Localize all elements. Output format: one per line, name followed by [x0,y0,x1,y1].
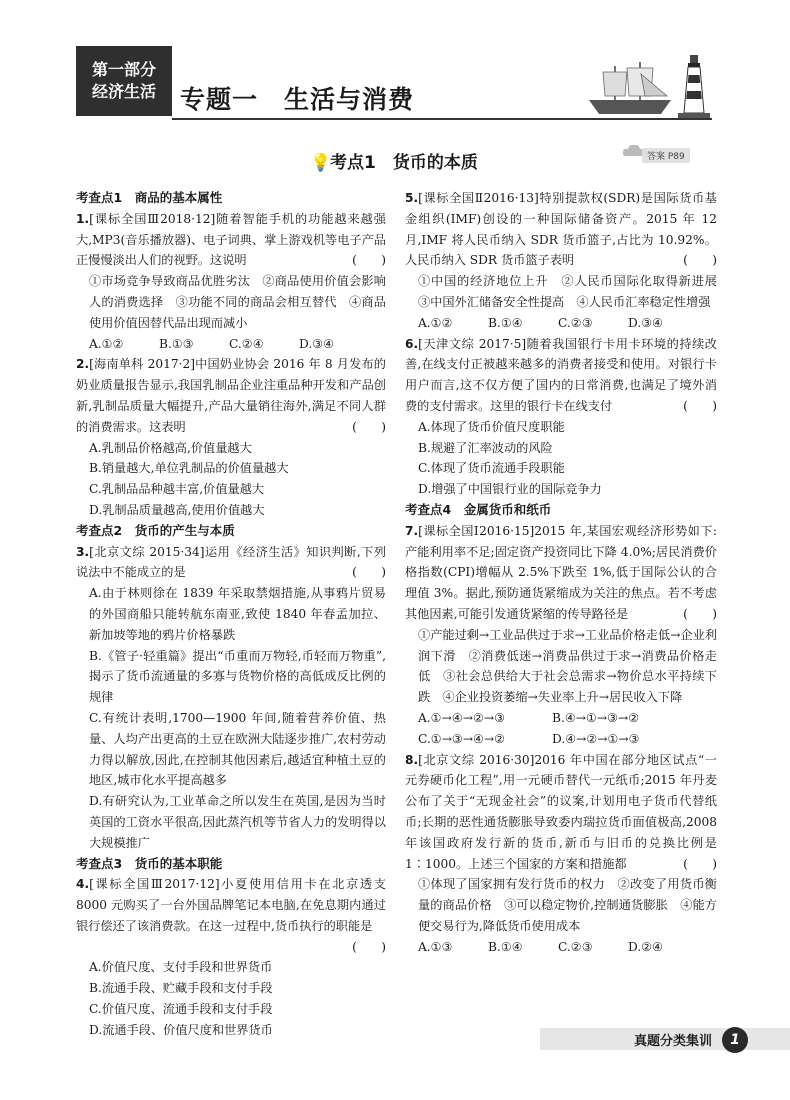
question-7-options [405,708,717,750]
topic-title: 专题一 生活与消费 [180,85,415,114]
option: B.④→①→③→② [552,710,640,725]
option: C.体现了货币流通手段职能 [418,461,565,476]
subsection-heading: 考查点1 商品的基本属性 [76,190,223,205]
question-text: [课标全国Ⅰ2016·15]2015 年,某国宏观经济形势如下:产能利用率不足;固定资产投资同比下降 4.0%;居民消费价格指数(CPI)增幅从 2.5%下跌至 1%,低于国际公认的合理值 3%。据此,预防通货紧缩成为关注的焦点。若不考虑其他因素,可能引发通货紧缩的传导路径是 [405,523,717,621]
subsection-heading: 考查点3 货币的基本职能 [76,855,223,871]
answer-reference: 答案 P89 [642,148,690,163]
question-text: [天津文综 2017·5]随着我国银行卡用卡环境的持续改善,在线支付正被越来越多的消费者接受和使用。对银行卡用户而言,这不仅方便了国内的日常消费,也满足了境外消费的支付需求。这里的银行卡在线支付 [405,336,717,413]
answer-paren: ( ) [683,606,717,621]
option: D.③④ [628,315,664,330]
subsection-heading: 考查点2 货币的产生与本质 [76,522,235,538]
option: D.增强了中国银行业的国际竞争力 [418,482,602,497]
option: D.乳制品质量越高,使用价值越大 [89,502,265,517]
option: B.《管子·轻重篇》提出“币重而万物轻,币轻而万物重”,揭示了货币流通量的多寡与货物价格的高低成反比例的规律 [89,648,386,705]
lightbulb-icon: 💡 [310,153,332,173]
option: A.①→④→②→③ [418,710,506,725]
question-5: 5.[课标全国Ⅱ2016·13]特别提款权(SDR)是国际货币基金组织(IMF)创设的一种国际储备资产。2015 年 12 月,IMF 将人民币纳入 SDR 货币篮子,占比为 10.92%。人民币纳入 SDR 货币篮子表明 ( ) [405,188,717,271]
part-label-line2: 经济生活 [91,82,156,101]
option: B.销量越大,单位乳制品的价值量越大 [89,461,289,476]
ship-icon [585,60,675,118]
option: A.①② [89,336,124,351]
section-heading [310,148,478,173]
option: A.①② [418,315,453,330]
option: C.价值尺度、流通手段和支付手段 [89,1002,273,1017]
question-8: 8.[北京文综 2016·30]2016 年中国在部分地区试点“一元券硬币化工程”,用一元硬币替代一元纸币;2015 年丹麦公布了关于“无现金社会”的议案,计划用电子货币代替纸币;长期的恶性通货膨胀导致委内瑞拉货币面值极高,2008 年该国政府发行新的货币,新币与旧币的兑换比例是 1∶1000。上述三个国家的方案和措施都 ( ) [405,750,717,875]
lighthouse-icon [676,53,712,119]
right-column [405,188,730,957]
answer-paren: ( ) [352,939,386,954]
option: A.体现了货币价值尺度职能 [418,419,565,434]
part-label [76,46,172,116]
answer-paren: ( ) [352,565,386,580]
question-8-items: ①体现了国家拥有发行货币的权力 ②改变了用货币衡量的商品价格 ③可以稳定物价,控制通货膨胀 ④能方便交易行为,降低货币使用成本 [418,877,717,933]
question-5-items: ①中国的经济地位上升 ②人民币国际化取得新进展 ③中国外汇储备安全性提高 ④人民币汇率稳定性增强 [418,274,730,309]
option: D.流通手段、价值尺度和世界货币 [89,1022,273,1037]
question-1-options [76,334,386,355]
answer-paren: ( ) [683,856,717,871]
book-title: 真题分类集训 [634,1034,713,1049]
option: C.有统计表明,1700—1900 年间,随着营养价值、热量、人均产出更高的土豆在欧洲大陆逐步推广,农村劳动力得以解放,因此,在控制其他因素后,越适宜种植土豆的地区,城市化水平提高越多 [89,710,386,788]
answer-paren: ( ) [352,419,386,434]
option: D.③④ [299,336,335,351]
question-8-options [405,937,717,958]
option: D.②④ [628,939,664,954]
option: B.①④ [488,315,523,330]
option: A.由于林则徐在 1839 年采取禁烟措施,从事鸦片贸易的外国商船只能转航东南亚,致使 1840 年春孟加拉、新加坡等地的鸦片价格暴跌 [89,586,386,642]
question-7-items: ①产能过剩→工业品供过于求→工业品价格走低→企业利润下滑 ②消费低迷→消费品供过于求→消费品价格走低 ③社会总供给大于社会总需求→物价总水平持续下跌 ④企业投资萎缩→失业率上升→居民收入下降 [418,627,717,705]
answer-paren: ( ) [683,253,717,268]
section-title: 考点1 货币的本质 [330,153,478,173]
option: B.①④ [488,939,523,954]
question-2: 2.[海南单科 2017·2]中国奶业协会 2016 年 8 月发布的奶业质量报告显示,我国乳制品企业注重品种开发和产品创新,乳制品质量大幅提升,产品大量销往海外,满足不同人群的消费需求。这表明 ( ) [76,354,386,437]
question-3-options [76,583,386,853]
answer-paren: ( ) [683,398,717,413]
option: C.①→③→④→② [418,731,506,746]
option: C.乳制品品种越丰富,价值量越大 [89,482,265,497]
question-6-options [405,417,717,500]
option: A.乳制品价格越高,价值量越大 [89,440,252,455]
option: A.价值尺度、支付手段和世界货币 [89,960,273,975]
question-7: 7.[课标全国Ⅰ2016·15]2015 年,某国宏观经济形势如下:产能利用率不足;固定资产投资同比下降 4.0%;居民消费价格指数(CPI)增幅从 2.5%下跌至 1%,低于国际公认的合理值 3%。据此,预防通货紧缩成为关注的焦点。若不考虑其他因素,可能引发通货紧缩的传导路径是 ( ) [405,521,717,625]
question-6: 6.[天津文综 2017·5]随着我国银行卡用卡环境的持续改善,在线支付正被越来越多的消费者接受和使用。对银行卡用户而言,这不仅方便了国内的日常消费,也满足了境外消费的支付需求。这里的银行卡在线支付 ( ) [405,334,717,417]
question-text: [课标全国Ⅲ2018·12]随着智能手机的功能越来越强大,MP3(音乐播放器)、电子词典、掌上游戏机等电子产品正慢慢淡出人们的视野。这说明 [76,211,386,268]
question-text: [北京文综 2015·34]运用《经济生活》知识判断,下列说法中不能成立的是 [76,544,386,580]
question-2-options [76,438,386,521]
option: B.规避了汇率波动的风险 [418,440,553,455]
question-text: [海南单科 2017·2]中国奶业协会 2016 年 8 月发布的奶业质量报告显示,我国乳制品企业注重品种开发和产品创新,乳制品质量大幅提升,产品大量销往海外,满足不同人群的消费需求。这表明 [76,357,386,434]
answer-paren: ( ) [352,253,386,268]
option: D.有研究认为,工业革命之所以发生在英国,是因为当时英国的工资水平很高,因此蒸汽机等节省人力的发明得以大规模推广 [89,794,386,850]
question-3: 3.[北京文综 2015·34]运用《经济生活》知识判断,下列说法中不能成立的是 ( ) [76,542,386,584]
question-text: [北京文综 2016·30]2016 年中国在部分地区试点“一元券硬币化工程”,用一元硬币替代一元纸币;2015 年丹麦公布了关于“无现金社会”的议案,计划用电子货币代替纸币;长期的恶性通货膨胀导致委内瑞拉货币面值极高,2008 年该国政府发行新的货币,新币与旧币的兑换比例是 1∶1000。上述三个国家的方案和措施都 [405,752,717,871]
question-1-items: ①市场竞争导致商品优胜劣汰 ②商品使用价值会影响人的消费选择 ③功能不同的商品会相互替代 ④商品使用价值因替代品出现而减小 [89,274,386,330]
option: D.④→②→①→③ [552,731,640,746]
question-5-options [405,313,717,334]
left-column [76,188,386,1041]
question-text: [课标全国Ⅱ2016·13]特别提款权(SDR)是国际货币基金组织(IMF)创设的一种国际储备资产。2015 年 12 月,IMF 将人民币纳入 SDR 货币篮子,占比为 10.92%。人民币纳入 SDR 货币篮子表明 [405,191,717,268]
question-4: 4.[课标全国Ⅲ2017·12]小夏使用信用卡在北京透支 8000 元购买了一台外国品牌笔记本电脑,在免息期内通过银行偿还了该消费款。在这一过程中,货币执行的职能是 ( ) [76,874,386,936]
page-number: 1 [722,1027,748,1053]
question-1: 1.[课标全国Ⅲ2018·12]随着智能手机的功能越来越强大,MP3(音乐播放器)、电子词典、掌上游戏机等电子产品正慢慢淡出人们的视野。这说明 ( ) [76,209,386,271]
option: C.②④ [229,336,264,351]
part-label-line1: 第一部分 [91,60,156,79]
question-4-options [76,957,386,1040]
option: B.①③ [159,336,194,351]
option: A.①③ [418,939,453,954]
question-text: [课标全国Ⅲ2017·12]小夏使用信用卡在北京透支 8000 元购买了一台外国品牌笔记本电脑,在免息期内通过银行偿还了该消费款。在这一过程中,货币执行的职能是 [76,877,386,933]
option: C.②③ [558,939,593,954]
option: C.②③ [558,315,593,330]
subsection-heading: 考查点4 金属货币和纸币 [405,501,552,517]
option: B.流通手段、贮藏手段和支付手段 [89,981,273,996]
